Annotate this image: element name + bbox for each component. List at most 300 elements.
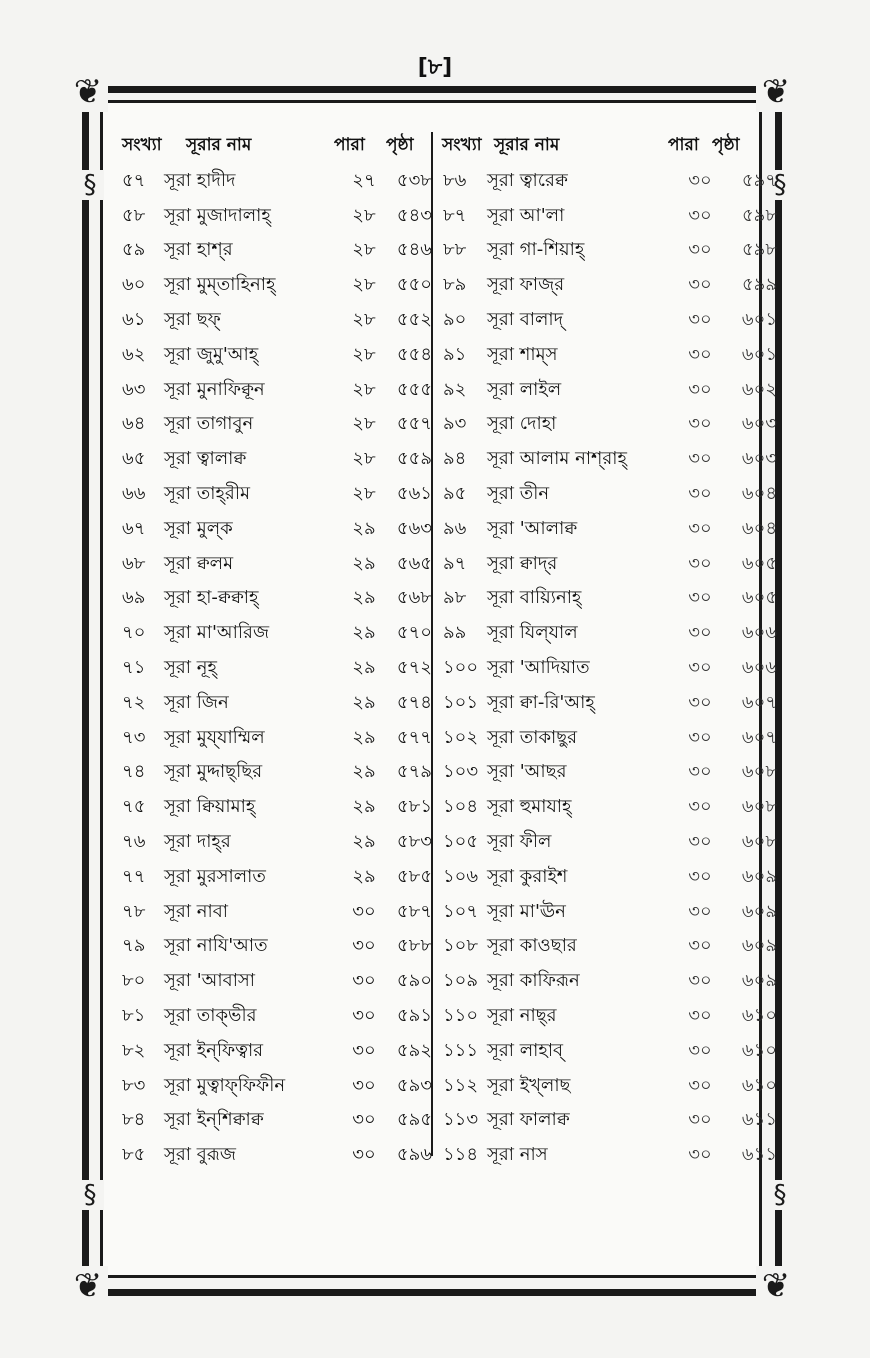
surah-name: সূরা ক্বাদ্‌র <box>487 552 558 574</box>
surah-name: সূরা কুরাইশ <box>487 865 568 887</box>
header-surah-name: সূরার নাম <box>186 135 252 155</box>
table-row <box>122 860 432 895</box>
page-number-cell: ৫৬৩ <box>396 517 432 539</box>
header-number: সংখ্যা <box>442 135 482 155</box>
table-row <box>443 895 777 930</box>
page-number-cell: ৫৯৬ <box>396 1144 432 1166</box>
page-number-cell: ৬০৫ <box>741 552 777 574</box>
surah-number: ১০৬ <box>443 865 479 887</box>
surah-name: সূরা ইন্‌ফিত্বার <box>164 1039 264 1061</box>
surah-name: সূরা তীন <box>487 483 550 505</box>
surah-number: ১১৩ <box>443 1109 479 1131</box>
page-number-cell: ৫৫০ <box>396 274 432 296</box>
para-number: ৩০ <box>688 448 712 470</box>
page-number-cell: ৫৭৪ <box>396 691 432 713</box>
header-page: পৃষ্ঠা <box>386 135 414 155</box>
surah-number: ৬৫ <box>122 448 146 470</box>
table-row <box>443 234 777 269</box>
surah-number: ১০৮ <box>443 935 479 957</box>
table-row <box>122 721 432 756</box>
surah-name: সূরা মুত্বাফ্‌ফিফীন <box>164 1074 286 1096</box>
table-row <box>122 547 432 582</box>
corner-ornament-bottom-right-icon: ❦ <box>756 1266 796 1306</box>
surah-number: ৬৬ <box>122 483 146 505</box>
para-number: ৩০ <box>688 970 712 992</box>
table-row <box>122 895 432 930</box>
para-number: ৩০ <box>688 552 712 574</box>
side-ornament-right-top-icon: § <box>766 170 794 200</box>
surah-number: ১০০ <box>443 657 479 679</box>
para-number: ২৯ <box>352 796 376 818</box>
surah-name: সূরা ছফ্ <box>164 309 221 331</box>
surah-number: ৯৮ <box>443 587 467 609</box>
page-number: [৮] <box>417 55 453 80</box>
surah-name: সূরা বুরূজ <box>164 1144 236 1166</box>
side-ornament-right-bottom-icon: § <box>766 1180 794 1210</box>
para-number: ৩০ <box>688 169 712 191</box>
table-row <box>443 790 777 825</box>
para-number: ৩০ <box>688 239 712 261</box>
para-number: ৩০ <box>688 761 712 783</box>
surah-number: ৭৮ <box>122 900 146 922</box>
page-number-cell: ৫৫৪ <box>396 343 432 365</box>
table-row <box>443 164 777 199</box>
table-row <box>122 477 432 512</box>
surah-number: ৮১ <box>122 1005 146 1027</box>
table-row <box>122 825 432 860</box>
surah-name: সূরা লাইল <box>487 378 562 400</box>
table-row <box>122 999 432 1034</box>
table-row <box>122 164 432 199</box>
para-number: ৩০ <box>688 726 712 748</box>
table-row <box>122 1069 432 1104</box>
page-number-cell: ৫৯৯ <box>741 274 777 296</box>
table-row <box>443 756 777 791</box>
surah-name: সূরা ইখ্‌লাছ <box>487 1074 571 1096</box>
surah-number: ৬০ <box>122 274 146 296</box>
para-number: ৩০ <box>688 483 712 505</box>
table-row <box>122 790 432 825</box>
surah-name: সূরা মা'ঊন <box>487 900 566 922</box>
surah-name: সূরা দোহা <box>487 413 557 435</box>
table-row <box>443 1069 777 1104</box>
surah-name: সূরা মুয্‌যাম্মিল <box>164 726 265 748</box>
para-number: ৩০ <box>688 796 712 818</box>
surah-name: সূরা মুদ্দাছ্‌ছির <box>164 761 263 783</box>
table-row <box>122 442 432 477</box>
surah-name: সূরা নাবা <box>164 900 228 922</box>
table-row <box>122 930 432 965</box>
para-number: ২৮ <box>352 274 376 296</box>
para-number: ২৮ <box>352 204 376 226</box>
surah-name: সূরা ক্বা-রি'আহ্ <box>487 691 595 713</box>
surah-number: ৭৬ <box>122 831 146 853</box>
surah-number: ১১২ <box>443 1074 479 1096</box>
page-number-cell: ৫৩৮ <box>396 169 432 191</box>
para-number: ২৯ <box>352 552 376 574</box>
table-row <box>122 338 432 373</box>
corner-ornament-top-left-icon: ❦ <box>68 72 108 112</box>
surah-number: ৮৮ <box>443 239 467 261</box>
surah-name: সূরা শাম্‌স <box>487 343 558 365</box>
page-number-cell: ৬০২ <box>741 378 777 400</box>
para-number: ৩০ <box>352 1005 376 1027</box>
table-row <box>443 651 777 686</box>
table-row <box>443 303 777 338</box>
para-number: ২৯ <box>352 761 376 783</box>
surah-number: ৬৭ <box>122 517 146 539</box>
table-row <box>443 860 777 895</box>
page-number-cell: ৬০৩ <box>741 413 777 435</box>
table-row <box>122 686 432 721</box>
table-row <box>443 1034 777 1069</box>
surah-number: ৫৯ <box>122 239 146 261</box>
page-number-cell: ৬১১ <box>741 1109 777 1131</box>
page-number-cell: ৫৬১ <box>396 483 432 505</box>
surah-name: সূরা ফাজ্‌র <box>487 274 565 296</box>
surah-number: ৯২ <box>443 378 467 400</box>
surah-number: ৬৪ <box>122 413 146 435</box>
para-number: ৩০ <box>688 831 712 853</box>
surah-name: সূরা তাহ্‌রীম <box>164 483 250 505</box>
table-row <box>122 616 432 651</box>
surah-name: সূরা হা-ক্বক্বাহ্ <box>164 587 259 609</box>
left-surah-table <box>122 164 432 1173</box>
page-number-cell: ৬১০ <box>741 1074 777 1096</box>
surah-number: ৮৭ <box>443 204 467 226</box>
table-row <box>122 303 432 338</box>
surah-name: সূরা হাদীদ <box>164 169 236 191</box>
page-number-cell: ৫৬৫ <box>396 552 432 574</box>
surah-name: সূরা নূহ্ <box>164 657 217 679</box>
page-number-cell: ৫৮৮ <box>396 935 432 957</box>
surah-number: ৭৩ <box>122 726 146 748</box>
page-number-cell: ৬০৭ <box>741 691 777 713</box>
surah-number: ৮৯ <box>443 274 467 296</box>
surah-number: ৮৫ <box>122 1144 146 1166</box>
table-row <box>443 373 777 408</box>
page-number-cell: ৬০৪ <box>741 483 777 505</box>
surah-name: সূরা নাস <box>487 1144 548 1166</box>
page-number-cell: ৫৮৭ <box>396 900 432 922</box>
table-row <box>443 825 777 860</box>
surah-name: সূরা লাহাব্ <box>487 1039 564 1061</box>
surah-number: ৯১ <box>443 343 467 365</box>
surah-name: সূরা গা-শিয়াহ্ <box>487 239 585 261</box>
surah-name: সূরা আলাম নাশ্‌রাহ্ <box>487 448 627 470</box>
surah-number: ১০১ <box>443 691 479 713</box>
page-number-cell: ৬০৯ <box>741 970 777 992</box>
surah-name: সূরা কাফিরূন <box>487 970 580 992</box>
para-number: ৩০ <box>688 691 712 713</box>
surah-number: ৫৮ <box>122 204 146 226</box>
para-number: ৩০ <box>688 1039 712 1061</box>
surah-name: সূরা নাযি'আত <box>164 935 268 957</box>
surah-name: সূরা 'আছর <box>487 761 567 783</box>
para-number: ২৯ <box>352 622 376 644</box>
page-number-cell: ৬০৮ <box>741 831 777 853</box>
header-number: সংখ্যা <box>122 135 162 155</box>
page-number-cell: ৬০৫ <box>741 587 777 609</box>
para-number: ২৮ <box>352 448 376 470</box>
surah-name: সূরা দাহ্‌র <box>164 831 231 853</box>
table-row <box>443 442 777 477</box>
table-row <box>443 408 777 443</box>
surah-name: সূরা বায়্যিনাহ্ <box>487 587 582 609</box>
surah-name: সূরা নাছ্‌র <box>487 1005 557 1027</box>
table-row <box>443 999 777 1034</box>
para-number: ৩০ <box>688 1005 712 1027</box>
right-surah-table <box>443 164 777 1173</box>
table-row <box>122 512 432 547</box>
surah-name: সূরা ফীল <box>487 831 552 853</box>
table-row <box>443 1138 777 1173</box>
surah-number: ৬৯ <box>122 587 146 609</box>
para-number: ৩০ <box>688 865 712 887</box>
table-row <box>443 512 777 547</box>
page-number-cell: ৫৯২ <box>396 1039 432 1061</box>
table-row <box>122 1034 432 1069</box>
page-number-cell: ৫৯৮ <box>741 239 777 261</box>
table-row <box>122 1104 432 1139</box>
para-number: ২৯ <box>352 657 376 679</box>
surah-number: ৭০ <box>122 622 146 644</box>
para-number: ২৮ <box>352 378 376 400</box>
para-number: ৩০ <box>352 935 376 957</box>
page-number-cell: ৫৮৩ <box>396 831 432 853</box>
page-number-cell: ৫৮১ <box>396 796 432 818</box>
surah-number: ৭৯ <box>122 935 146 957</box>
page-number-cell: ৫৯৩ <box>396 1074 432 1096</box>
para-number: ২৯ <box>352 517 376 539</box>
surah-number: ৯০ <box>443 309 467 331</box>
surah-name: সূরা 'আদিয়াত <box>487 657 590 679</box>
para-number: ৩০ <box>688 343 712 365</box>
page-number-cell: ৫৪৬ <box>396 239 432 261</box>
para-number: ৩০ <box>688 900 712 922</box>
surah-number: ৯৭ <box>443 552 467 574</box>
para-number: ৩০ <box>352 1074 376 1096</box>
page-number-cell: ৫৫৭ <box>396 413 432 435</box>
page-number-cell: ৫৯০ <box>396 970 432 992</box>
surah-number: ১০৭ <box>443 900 479 922</box>
para-number: ৩০ <box>688 1074 712 1096</box>
table-row <box>443 930 777 965</box>
para-number: ২৮ <box>352 239 376 261</box>
para-number: ৩০ <box>352 970 376 992</box>
para-number: ৩০ <box>688 517 712 539</box>
page-number-cell: ৬১০ <box>741 1039 777 1061</box>
surah-name: সূরা ক্বলম <box>164 552 234 574</box>
surah-number: ৯৬ <box>443 517 467 539</box>
surah-number: ১০৫ <box>443 831 479 853</box>
table-row <box>122 234 432 269</box>
para-number: ৩০ <box>688 378 712 400</box>
surah-number: ৭২ <box>122 691 146 713</box>
para-number: ২৭ <box>352 169 376 191</box>
page-number-cell: ৬০৮ <box>741 796 777 818</box>
surah-name: সূরা হুমাযাহ্ <box>487 796 572 818</box>
surah-number: ৯৯ <box>443 622 467 644</box>
page-number-cell: ৬০৮ <box>741 761 777 783</box>
surah-name: সূরা 'আবাসা <box>164 970 256 992</box>
page-number-cell: ৬০৯ <box>741 900 777 922</box>
table-row <box>443 338 777 373</box>
surah-name: সূরা মা'আরিজ <box>164 622 270 644</box>
para-number: ৩০ <box>688 1109 712 1131</box>
para-number: ২৮ <box>352 309 376 331</box>
page-number-cell: ৫৯১ <box>396 1005 432 1027</box>
table-row <box>122 268 432 303</box>
page-number-cell: ৬০৩ <box>741 448 777 470</box>
surah-number: ৮০ <box>122 970 146 992</box>
table-row <box>122 651 432 686</box>
para-number: ৩০ <box>352 900 376 922</box>
header-para: পারা <box>668 135 699 155</box>
table-row <box>122 582 432 617</box>
side-ornament-left-bottom-icon: § <box>76 1180 104 1210</box>
surah-number: ৯৩ <box>443 413 467 435</box>
surah-name: সূরা ক্বিয়ামাহ্ <box>164 796 256 818</box>
surah-number: ১১৪ <box>443 1144 479 1166</box>
page-number-cell: ৬০১ <box>741 343 777 365</box>
para-number: ৩০ <box>688 935 712 957</box>
page-number-cell: ৬১০ <box>741 1005 777 1027</box>
page-number-cell: ৫৫৫ <box>396 378 432 400</box>
table-row <box>122 408 432 443</box>
para-number: ২৮ <box>352 343 376 365</box>
surah-name: সূরা আ'লা <box>487 204 565 226</box>
surah-number: ৬১ <box>122 309 146 331</box>
surah-name: সূরা তাকাছুর <box>487 726 578 748</box>
surah-number: ৬২ <box>122 343 146 365</box>
para-number: ৩০ <box>688 622 712 644</box>
surah-name: সূরা ফালাক্ব <box>487 1109 570 1131</box>
corner-ornament-bottom-left-icon: ❦ <box>68 1266 108 1306</box>
table-row <box>443 268 777 303</box>
table-row <box>122 756 432 791</box>
side-ornament-left-top-icon: § <box>76 170 104 200</box>
page-number-cell: ৫৭৭ <box>396 726 432 748</box>
surah-name: সূরা কাওছার <box>487 935 577 957</box>
table-row <box>443 547 777 582</box>
surah-name: সূরা তাক্‌ভীর <box>164 1005 257 1027</box>
page-number-cell: ৫৯৭ <box>741 169 777 191</box>
header-page: পৃষ্ঠা <box>712 135 740 155</box>
table-row <box>443 477 777 512</box>
page-number-cell: ৫৫২ <box>396 309 432 331</box>
surah-number: ৮৩ <box>122 1074 146 1096</box>
surah-name: সূরা হাশ্‌র <box>164 239 233 261</box>
table-row <box>122 199 432 234</box>
surah-number: ৭৫ <box>122 796 146 818</box>
table-row <box>443 964 777 999</box>
surah-name: সূরা ত্বালাক্ব <box>164 448 247 470</box>
para-number: ৩০ <box>352 1109 376 1131</box>
surah-number: ১০২ <box>443 726 479 748</box>
surah-name: সূরা বালাদ্ <box>487 309 564 331</box>
surah-number: ৮৬ <box>443 169 467 191</box>
para-number: ৩০ <box>688 413 712 435</box>
para-number: ৩০ <box>352 1039 376 1061</box>
para-number: ২৯ <box>352 587 376 609</box>
page-number-cell: ৬০৭ <box>741 726 777 748</box>
surah-name: সূরা ইন্‌শিক্বাক্ব <box>164 1109 264 1131</box>
table-row <box>443 721 777 756</box>
page-number-cell: ৫৫৯ <box>396 448 432 470</box>
table-row <box>443 616 777 651</box>
para-number: ৩০ <box>688 204 712 226</box>
surah-number: ১০৪ <box>443 796 479 818</box>
page-number-cell: ৫৭০ <box>396 622 432 644</box>
surah-name: সূরা জিন <box>164 691 229 713</box>
surah-name: সূরা মুজাদালাহ্ <box>164 204 271 226</box>
surah-number: ১০৯ <box>443 970 479 992</box>
table-row <box>443 1104 777 1139</box>
para-number: ৩০ <box>688 309 712 331</box>
table-row <box>443 582 777 617</box>
surah-name: সূরা জুমু'আহ্ <box>164 343 259 365</box>
page-number-cell: ৫৮৫ <box>396 865 432 887</box>
surah-number: ১১১ <box>443 1039 479 1061</box>
para-number: ৩০ <box>688 657 712 679</box>
surah-name: সূরা তাগাবুন <box>164 413 254 435</box>
table-row <box>122 964 432 999</box>
surah-name: সূরা মুল্‌ক <box>164 517 233 539</box>
surah-number: ৮২ <box>122 1039 146 1061</box>
table-row <box>443 686 777 721</box>
para-number: ৩০ <box>688 274 712 296</box>
page-number-cell: ৬০৯ <box>741 865 777 887</box>
page-number-cell: ৫৯৫ <box>396 1109 432 1131</box>
surah-number: ৬৮ <box>122 552 146 574</box>
page-number-cell: ৫৭৯ <box>396 761 432 783</box>
page-number-cell: ৬০৬ <box>741 657 777 679</box>
surah-number: ৭১ <box>122 657 146 679</box>
page-number-cell: ৬০৪ <box>741 517 777 539</box>
para-number: ২৯ <box>352 691 376 713</box>
surah-number: ৭৪ <box>122 761 146 783</box>
surah-name: সূরা ত্বারেক্ব <box>487 169 568 191</box>
surah-number: ১১০ <box>443 1005 479 1027</box>
surah-name: সূরা মুম্‌তাহিনাহ্ <box>164 274 276 296</box>
surah-number: ৫৭ <box>122 169 146 191</box>
page-number-cell: ৬০১ <box>741 309 777 331</box>
page-number-cell: ৬০৬ <box>741 622 777 644</box>
page-number-cell: ৬১১ <box>741 1144 777 1166</box>
header-surah-name: সূরার নাম <box>494 135 560 155</box>
surah-number: ৭৭ <box>122 865 146 887</box>
page-number-cell: ৫৯৮ <box>741 204 777 226</box>
para-number: ২৮ <box>352 483 376 505</box>
page-number-cell: ৬০৯ <box>741 935 777 957</box>
table-row <box>122 373 432 408</box>
table-row <box>122 1138 432 1173</box>
table-row <box>443 199 777 234</box>
para-number: ২৯ <box>352 865 376 887</box>
para-number: ৩০ <box>352 1144 376 1166</box>
surah-number: ৬৩ <box>122 378 146 400</box>
page-number-cell: ৫৬৮ <box>396 587 432 609</box>
surah-number: ৯৪ <box>443 448 467 470</box>
para-number: ২৯ <box>352 726 376 748</box>
page-number-cell: ৫৪৩ <box>396 204 432 226</box>
corner-ornament-top-right-icon: ❦ <box>756 72 796 112</box>
header-para: পারা <box>334 135 365 155</box>
para-number: ৩০ <box>688 1144 712 1166</box>
surah-number: ১০৩ <box>443 761 479 783</box>
surah-name: সূরা মুনাফিক্বূন <box>164 378 265 400</box>
